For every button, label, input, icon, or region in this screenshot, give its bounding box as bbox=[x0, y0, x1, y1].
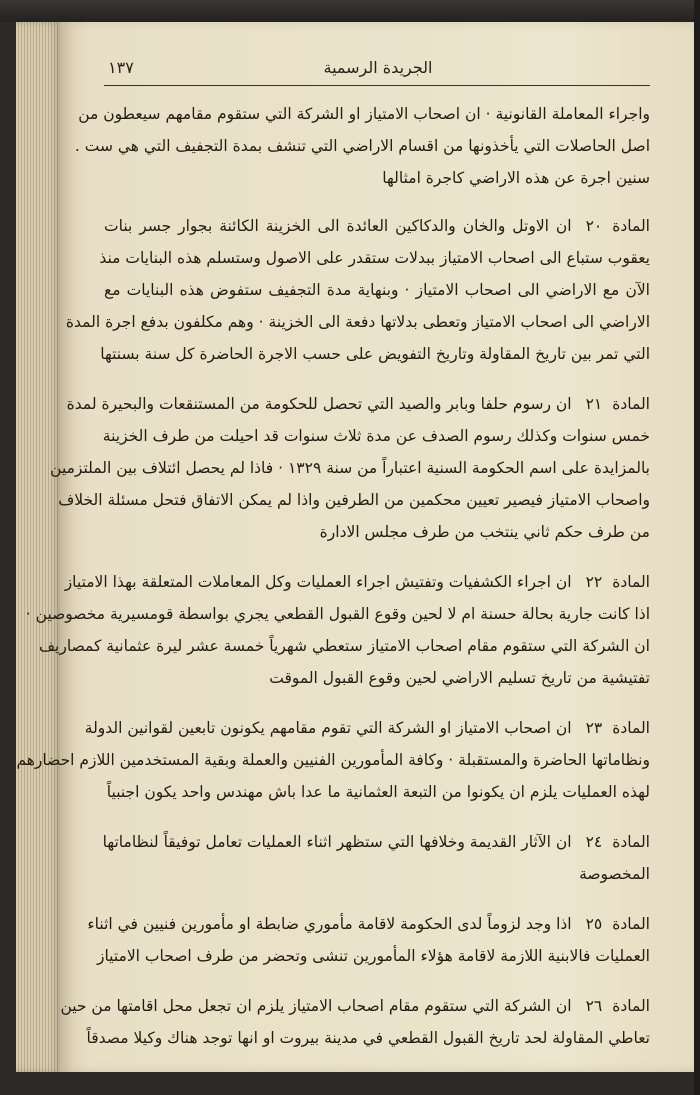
article-number: ٢٠ bbox=[585, 217, 603, 235]
text-line: اذا كانت جارية بحالة حسنة ام لا لحين وقوع القبول القطعي يجري بواسطة قومسيرية مخصوصين · bbox=[25, 605, 650, 623]
text-line bbox=[104, 210, 650, 242]
text-line: تفتيشية من تاريخ تسليم الاراضي لحين وقوع القبول الموقت bbox=[269, 669, 650, 687]
document-body bbox=[16, 98, 650, 1072]
text-line bbox=[84, 712, 650, 744]
article-20 bbox=[65, 210, 650, 370]
text-line: اصل الحاصلات التي يأخذونها من اقسام الاراضي التي تنشف بمدة التجفيف التي هي ست . bbox=[74, 137, 650, 155]
page-header bbox=[108, 54, 648, 84]
text-line: ان الشركة التي ستقوم مقام اصحاب الامتياز ستعطي شهرياً خمسة عشر ليرة عثمانية كمصاريف bbox=[39, 637, 650, 655]
article-label: المادة bbox=[612, 719, 650, 737]
text-line bbox=[87, 908, 650, 940]
text-line: واصحاب الامتياز فيصير تعيين محكمين من الطرفين واذا لم يمكن الاتفاق فتحل مسئلة الخلاف bbox=[58, 491, 650, 509]
header-rule bbox=[104, 85, 650, 86]
text-line: من طرف حكم ثاني ينتخب من طرف مجلس الادارة bbox=[319, 523, 650, 541]
text-line: واجراء المعاملة القانونية · ان اصحاب الامتياز او الشركة التي ستقوم مقامهم سيعطون من bbox=[78, 105, 650, 123]
article-text: ان الآثار القديمة وخلافها التي ستظهر اثناء العمليات تعامل توفيقاً لنظاماتها bbox=[102, 833, 572, 851]
article-text: ان اصحاب الامتياز او الشركة التي تقوم مقامهم يكونون تابعين لقوانين الدولة bbox=[84, 719, 572, 737]
article-25 bbox=[87, 908, 650, 972]
article-number: ٢٤ bbox=[585, 833, 603, 851]
text-line: الآن مع الاراضي الى اصحاب الامتياز · وبنهاية مدة التجفيف ستفوض هذه البنايات مع bbox=[104, 281, 650, 299]
article-24 bbox=[104, 826, 650, 890]
document-page bbox=[16, 22, 694, 1072]
article-label: المادة bbox=[612, 395, 650, 413]
article-21 bbox=[50, 388, 650, 548]
page-number: ١٣٧ bbox=[108, 58, 134, 77]
article-text: ان رسوم حلفا وبابر والصيد التي تحصل للحكومة من المستنقعات والبحيرة لمدة bbox=[66, 395, 572, 413]
article-number: ٢١ bbox=[585, 395, 603, 413]
article-text: اذا وجد لزوماً لدى الحكومة لاقامة مأموري ضابطة او مأمورين فنيين في اثناء bbox=[87, 915, 572, 933]
text-line: سنين اجرة عن هذه الاراضي كاجرة امثالها bbox=[382, 169, 650, 187]
article-26 bbox=[60, 990, 650, 1054]
text-line: لهذه العمليات يلزم ان يكونوا من التبعة العثمانية ما عدا باش مهندس واحد يكون اجنبياً bbox=[106, 783, 650, 801]
book-cover-top bbox=[0, 0, 700, 22]
text-line: بالمزايدة على اسم الحكومة السنية اعتباراً من سنة ١٣٢٩ · فاذا لم يحصل ائتلاف بين الملتزمين bbox=[50, 459, 650, 477]
article-number: ٢٥ bbox=[585, 915, 603, 933]
text-line: التي تمر بين تاريخ المقاولة وتاريخ التفويض على حسب الاجرة الحاضرة كل سنة بسنتها bbox=[100, 345, 650, 363]
article-number: ٢٦ bbox=[585, 997, 603, 1015]
page-edges bbox=[16, 22, 62, 1072]
text-line bbox=[104, 826, 650, 858]
article-label: المادة bbox=[612, 915, 650, 933]
article-label: المادة bbox=[612, 997, 650, 1015]
text-line: خمس سنوات وكذلك رسوم الصدف عن مدة ثلاث سنوات قد احيلت من طرف الخزينة bbox=[102, 427, 650, 445]
page-title: الجريدة الرسمية bbox=[323, 58, 433, 77]
text-line bbox=[64, 566, 650, 598]
article-22 bbox=[25, 566, 650, 694]
article-text: ان الشركة التي ستقوم مقام اصحاب الامتياز يلزم ان تجعل محل اقامتها من حين bbox=[60, 997, 572, 1015]
text-line bbox=[60, 990, 650, 1022]
article-23 bbox=[16, 712, 650, 808]
article-number: ٢٢ bbox=[585, 573, 603, 591]
text-line: الاراضي الى اصحاب الامتياز وتعطى بدلاتها دفعة الى الخزينة · وهم مكلفون بدفع اجرة المدة bbox=[65, 313, 650, 331]
article-label: المادة bbox=[612, 573, 650, 591]
text-line: المخصوصة bbox=[579, 865, 650, 883]
text-line: يعقوب ستباع الى اصحاب الامتياز ببدلات ستقدر على الاصول وستسلم هذه البنايات منذ bbox=[99, 249, 650, 267]
text-line: ونظاماتها الحاضرة والمستقبلة · وكافة المأمورين الفنيين والعملة وبقية المستخدمين اللازم احضارهم bbox=[16, 751, 650, 769]
book-cover-right bbox=[694, 0, 700, 1095]
article-text: ان اجراء الكشفيات وتفتيش اجراء العمليات وكل المعاملات المتعلقة بهذا الامتياز bbox=[64, 573, 572, 591]
article-text: ان الاوتل والخان والدكاكين العائدة الى الخزينة الكائنة بجوار جسر بنات bbox=[104, 217, 572, 235]
article-label: المادة bbox=[612, 833, 650, 851]
text-line: العمليات فالابنية اللازمة لاقامة هؤلاء المأمورين تنشى وتحضر من طرف اصحاب الامتياز bbox=[96, 947, 650, 965]
text-line bbox=[66, 388, 650, 420]
intro-paragraph bbox=[74, 98, 650, 194]
article-label: المادة bbox=[612, 217, 650, 235]
text-line: تعاطي المقاولة لحد تاريخ القبول القطعي في مدينة بيروت او انها توجد هناك وكيلا مصدقاً bbox=[86, 1029, 650, 1047]
article-number: ٢٣ bbox=[585, 719, 603, 737]
